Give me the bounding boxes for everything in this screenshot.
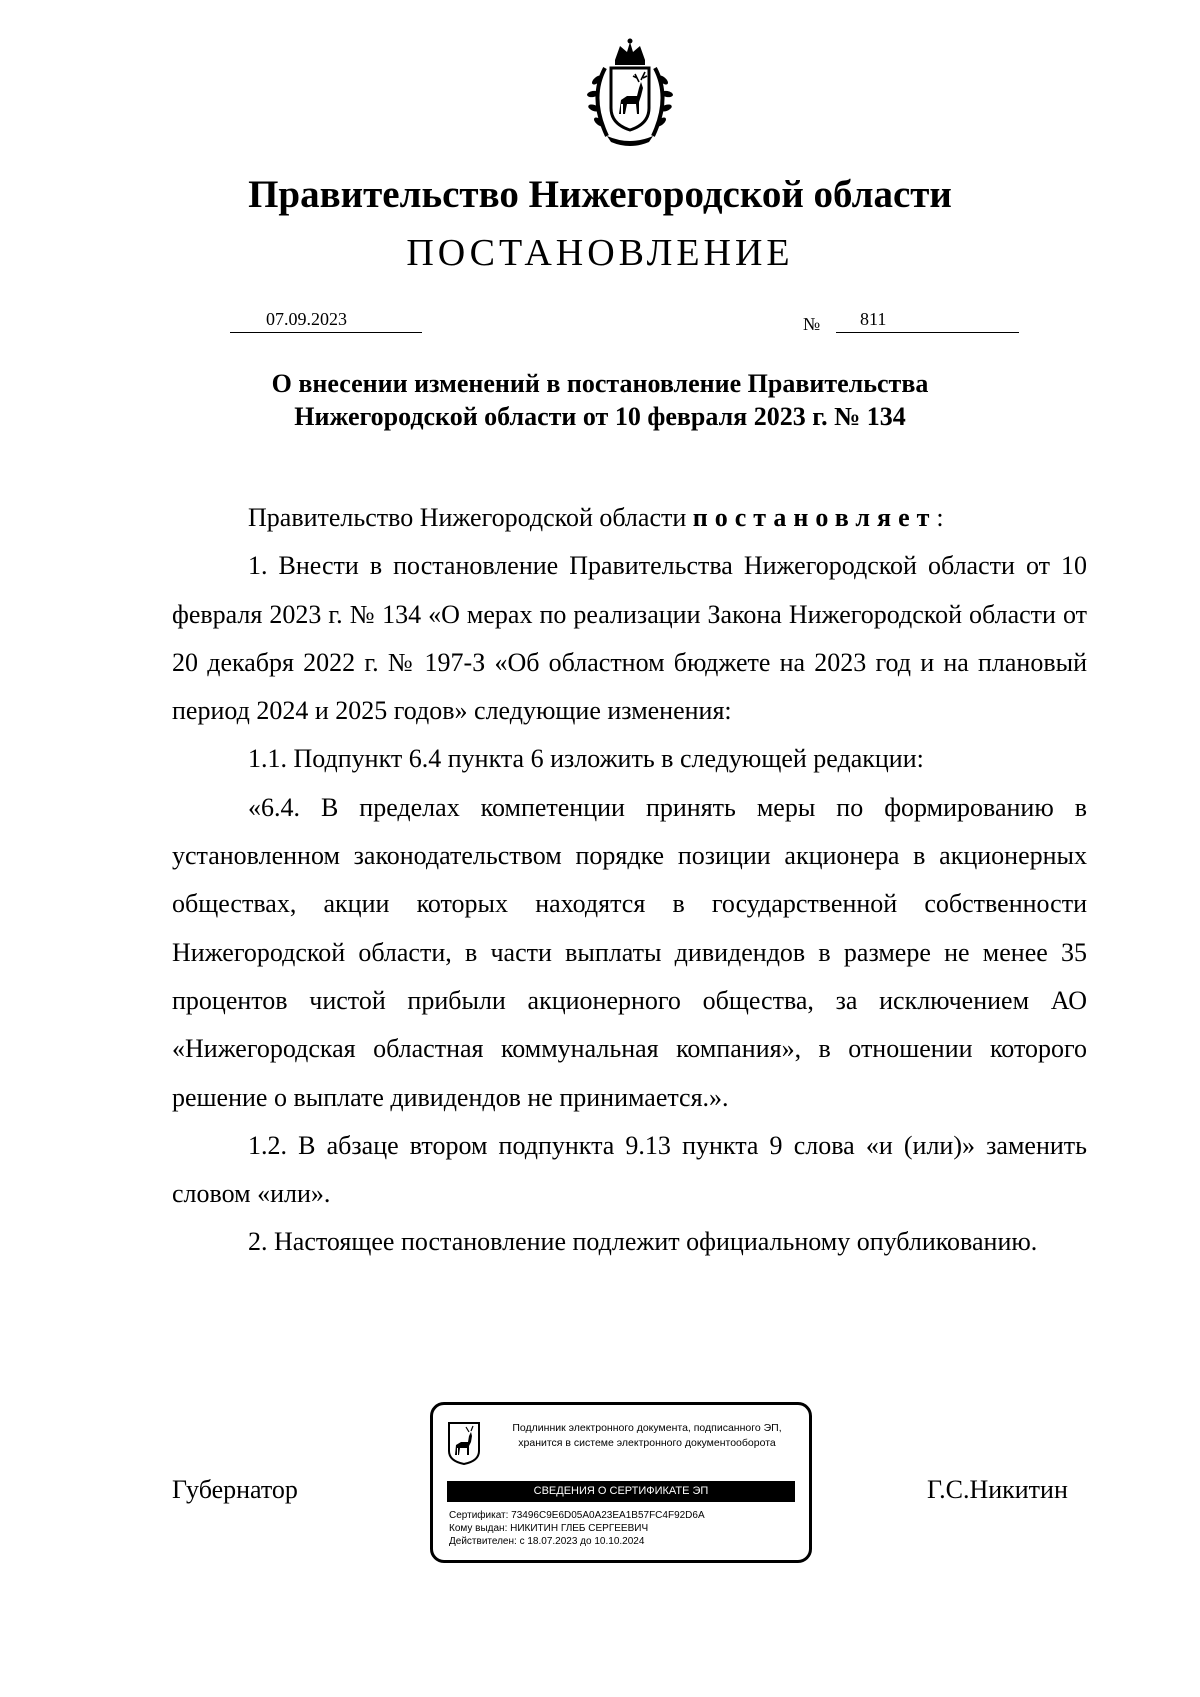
paragraph-2: 2. Настоящее постановление подлежит официальному опубликованию. [248, 1227, 1038, 1257]
paragraph-1-1: 1.1. Подпункт 6.4 пункта 6 изложить в следующей редакции: [248, 744, 924, 774]
stamp-header-line-2: хранится в системе электронного документооборота [518, 1437, 776, 1449]
electronic-signature-stamp [430, 1402, 812, 1563]
signatory-title: Губернатор [172, 1475, 298, 1504]
government-title: Правительство Нижегородской области [248, 173, 952, 216]
decree-word: постановляет [692, 503, 937, 532]
number-sign: № [803, 314, 821, 334]
document-number: 811 [836, 308, 1019, 333]
document-type: ПОСТАНОВЛЕНИЕ [406, 232, 794, 274]
preamble-colon: : [936, 503, 944, 532]
nizhny-novgorod-coat-of-arms-icon [575, 38, 685, 148]
subject-line-1: О внесении изменений в постановление Правительства [271, 369, 929, 398]
paragraph-1: 1. Внести в постановление Правительства Нижегородской области от 10 февраля 2023 г. № 134 «О мерах по реализации Закона Нижегородской области от 20 декабря 2022 г. № 197-З «Об областном бюджете на 2023 год и на плановый период 2024 и 2025 годов» следующие изменения: [172, 551, 1087, 726]
signatory-name: Г.С.Никитин [927, 1475, 1068, 1504]
stamp-header [489, 1421, 805, 1451]
preamble-paragraph [172, 494, 1087, 542]
deer-emblem-icon [447, 1421, 481, 1465]
preamble-text: Правительство Нижегородской области [248, 503, 693, 532]
certificate-validity: Действителен: с 18.07.2023 до 10.10.2024 [449, 1536, 645, 1547]
certificate-info-bar: СВЕДЕНИЯ О СЕРТИФИКАТЕ ЭП [447, 1481, 795, 1502]
document-date: 07.09.2023 [230, 308, 422, 333]
document-body [172, 494, 1087, 1267]
certificate-serial: Сертификат: 73496C9E6D05A0A23EA1B57FC4F92D6A [449, 1510, 705, 1521]
stamp-header-line-1: Подлинник электронного документа, подписанного ЭП, [512, 1422, 782, 1434]
document-subject [0, 367, 1200, 433]
certificate-owner: Кому выдан: НИКИТИН ГЛЕБ СЕРГЕЕВИЧ [449, 1523, 649, 1534]
paragraph-6-4-quote: «6.4. В пределах компетенции принять меры по формированию в установленном законодательством порядке позиции акционера в акционерных обществах, акции которых находятся в государственной собственности Нижегородской области, в части выплаты дивидендов в размере не менее 35 процентов чистой прибыли акционерного общества, за исключением АО «Нижегородская областная коммунальная компания», в отношении которого решение о выплате дивидендов не принимается.». [172, 792, 1087, 1112]
paragraph-1-2: 1.2. В абзаце втором подпункта 9.13 пункта 9 слова «и (или)» заменить словом «или». [172, 1130, 1087, 1209]
subject-line-2: Нижегородской области от 10 февраля 2023 г. № 134 [294, 402, 906, 431]
